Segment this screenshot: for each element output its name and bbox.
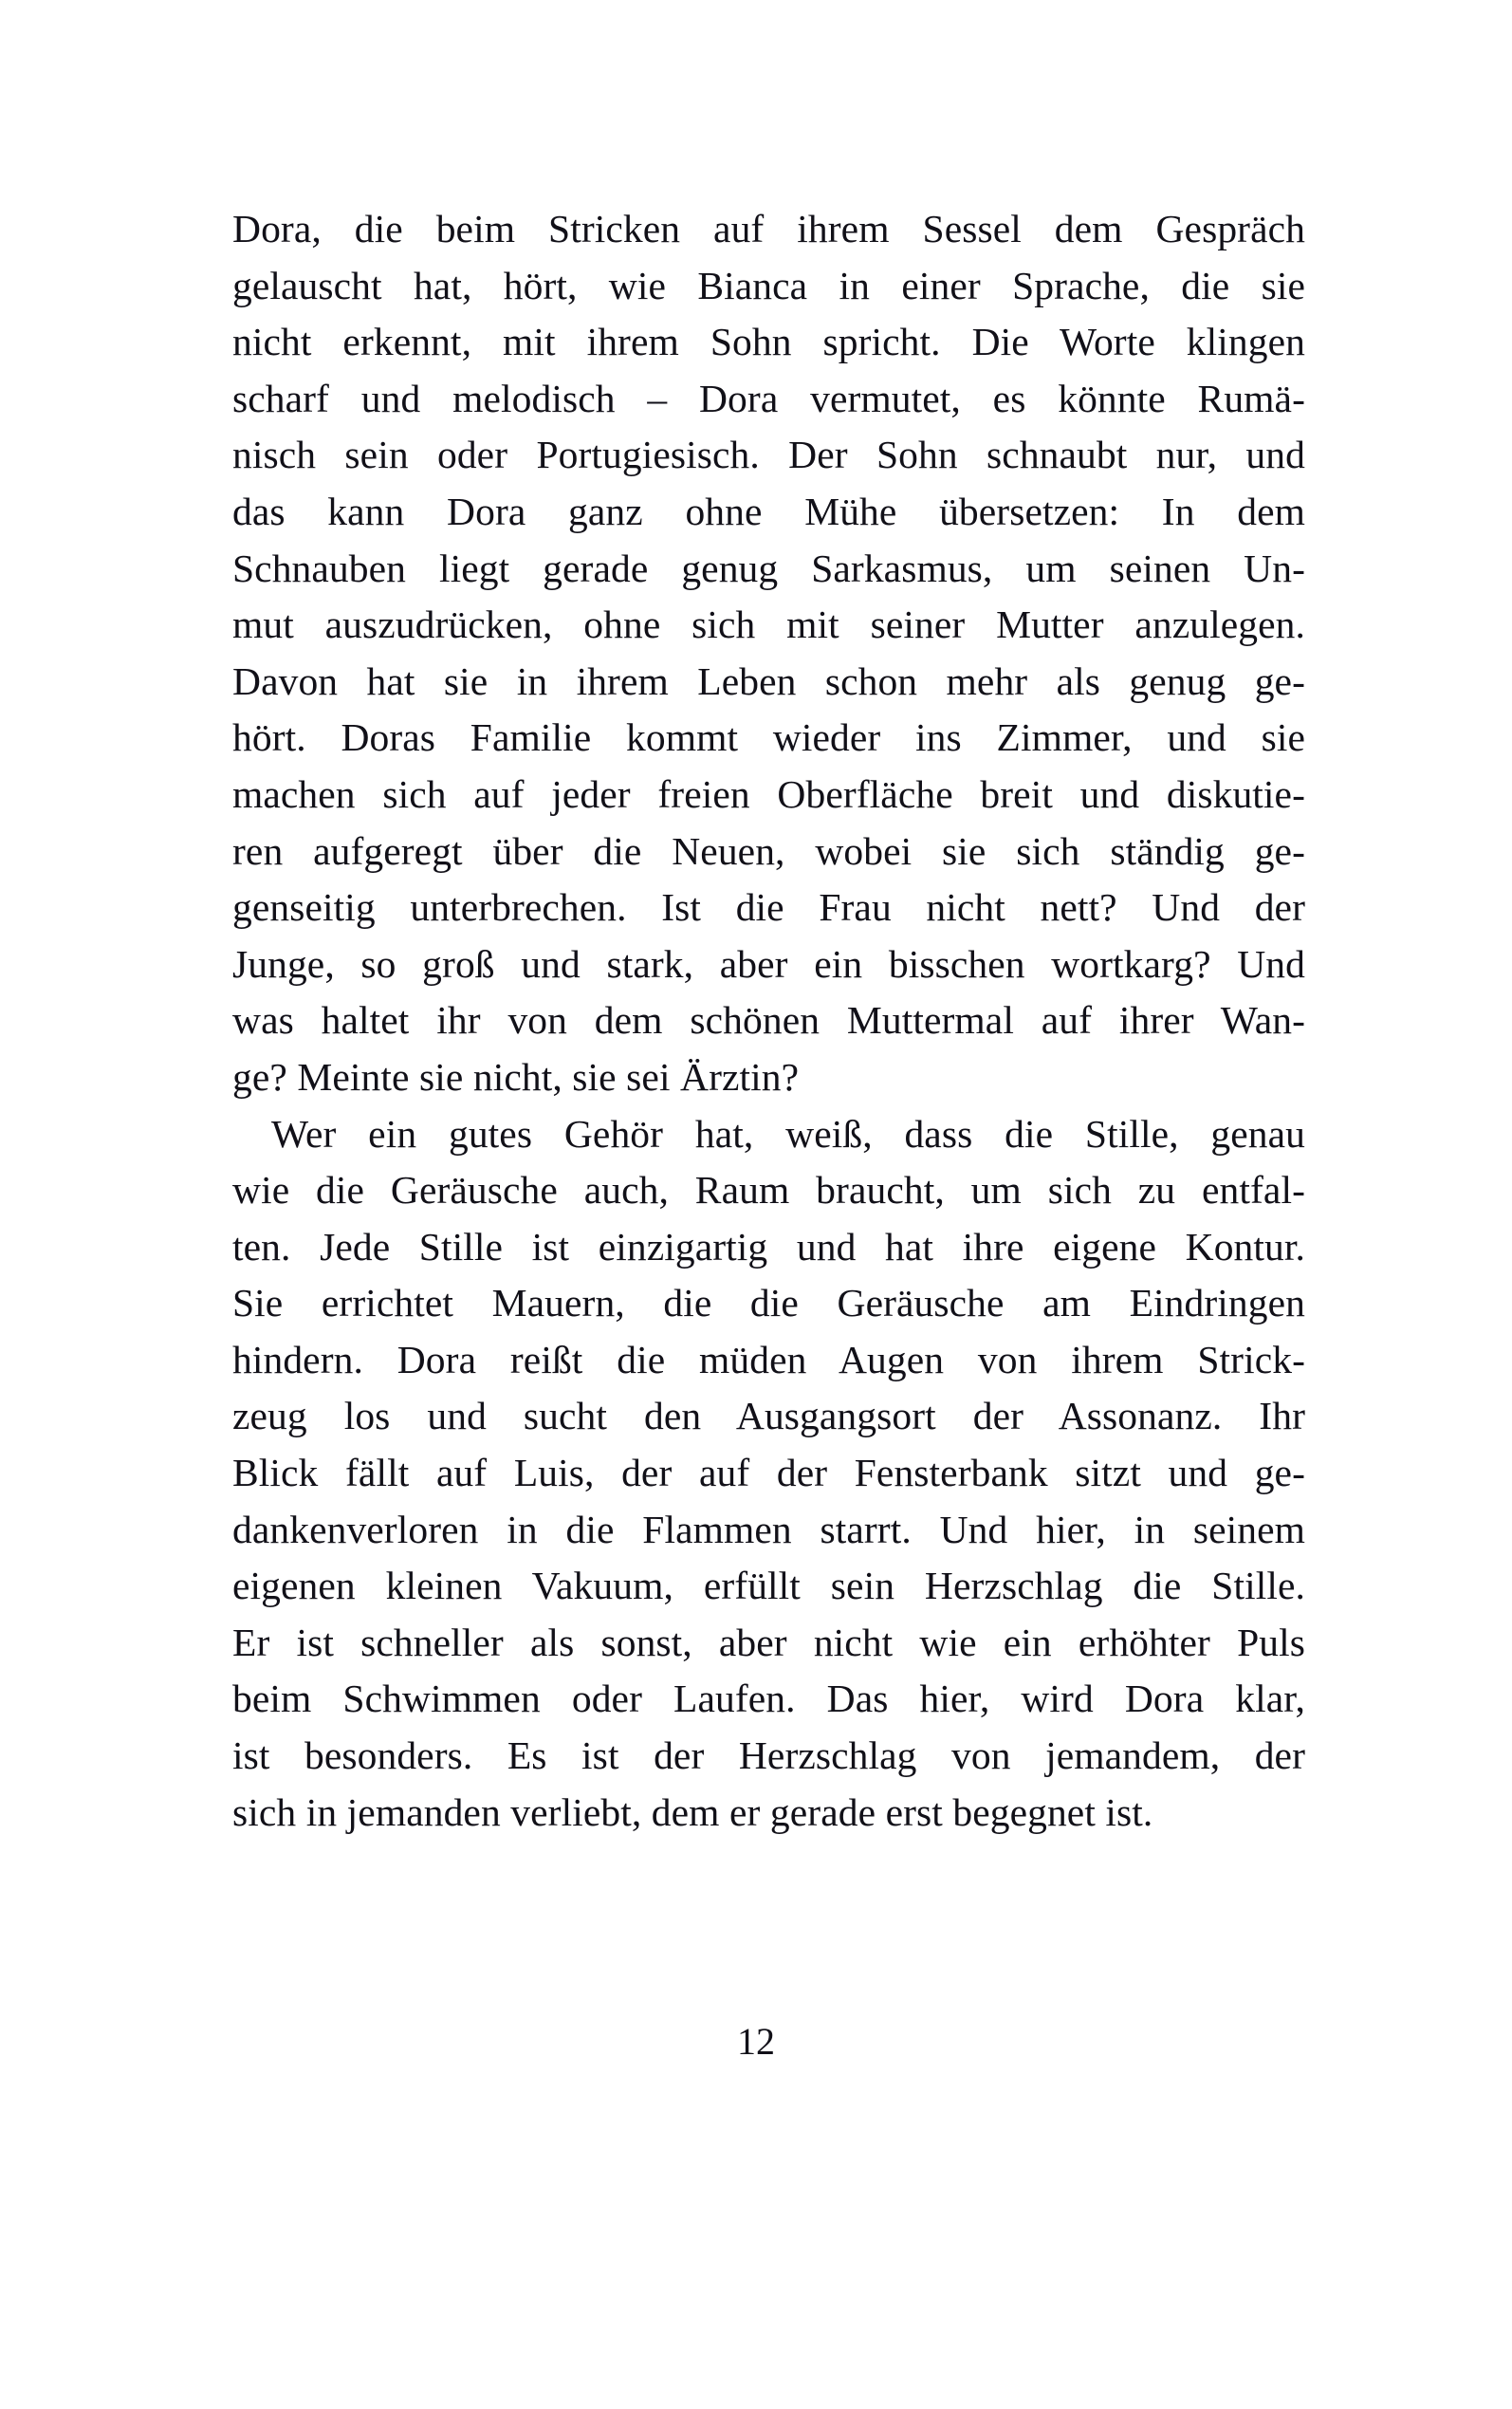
text-line: ge? Meinte sie nicht, sie sei Ärztin? [232,1054,800,1099]
text-line: eigenen kleinen Vakuum, erfüllt sein Herzschlag die Stille. [232,1564,1305,1608]
text-line: hört. Doras Familie kommt wieder ins Zimmer, und sie [232,715,1305,760]
paragraph-2 [232,1106,1305,1842]
text-line: Er ist schneller als sonst, aber nicht wie ein erhöhter Puls [232,1620,1305,1664]
page-number: 12 [737,2020,775,2063]
text-line: scharf und melodisch – Dora vermutet, es könnte Rumä- [232,376,1305,420]
text-line: was haltet ihr von dem schönen Muttermal auf ihrer Wan- [232,998,1305,1043]
text-line: Junge, so groß und stark, aber ein bisschen wortkarg? Und [232,941,1305,986]
text-line: ten. Jede Stille ist einzigartig und hat ihre eigene Kontur. [232,1224,1305,1269]
text-line: hindern. Dora reißt die müden Augen von ihrem Strick- [232,1337,1305,1381]
text-line: genseitig unterbrechen. Ist die Frau nicht nett? Und der [232,885,1305,930]
text-line: sich in jemanden verliebt, dem er gerade erst begegnet ist. [232,1789,1153,1834]
text-line: beim Schwimmen oder Laufen. Das hier, wird Dora klar, [232,1677,1305,1721]
text-line: Sie errichtet Mauern, die die Geräusche am Eindringen [232,1281,1305,1325]
text-line: machen sich auf jeder freien Oberfläche breit und diskutie- [232,771,1305,816]
text-line: Dora, die beim Stricken auf ihrem Sessel dem Gespräch [232,207,1305,250]
text-line: zeug los und sucht den Ausgangsort der Assonanz. Ihr [232,1394,1305,1438]
text-line: dankenverloren in die Flammen starrt. Und hier, in seinem [232,1507,1305,1551]
text-line: nicht erkennt, mit ihrem Sohn spricht. Die Worte klingen [232,320,1305,364]
page-text-body [232,201,1305,1841]
text-line: ist besonders. Es ist der Herzschlag von jemandem, der [232,1733,1305,1778]
text-line: mut auszudrücken, ohne sich mit seiner Mutter anzulegen. [232,602,1305,647]
text-line: Davon hat sie in ihrem Leben schon mehr als genug ge- [232,658,1305,703]
text-line: Blick fällt auf Luis, der auf der Fensterbank sitzt und ge- [232,1451,1305,1495]
text-line: ren aufgeregt über die Neuen, wobei sie sich ständig ge- [232,828,1305,873]
text-line: nisch sein oder Portugiesisch. Der Sohn schnaubt nur, und [232,433,1305,477]
text-line: gelauscht hat, hört, wie Bianca in einer Sprache, die sie [232,263,1305,307]
text-line: Wer ein gutes Gehör hat, weiß, dass die Stille, genau [271,1111,1305,1156]
text-line: das kann Dora ganz ohne Mühe übersetzen: In dem [232,489,1305,533]
text-line: Schnauben liegt gerade genug Sarkasmus, um seinen Un- [232,546,1305,590]
text-line: wie die Geräusche auch, Raum braucht, um sich zu entfal- [232,1168,1305,1213]
paragraph-1 [232,201,1305,1106]
